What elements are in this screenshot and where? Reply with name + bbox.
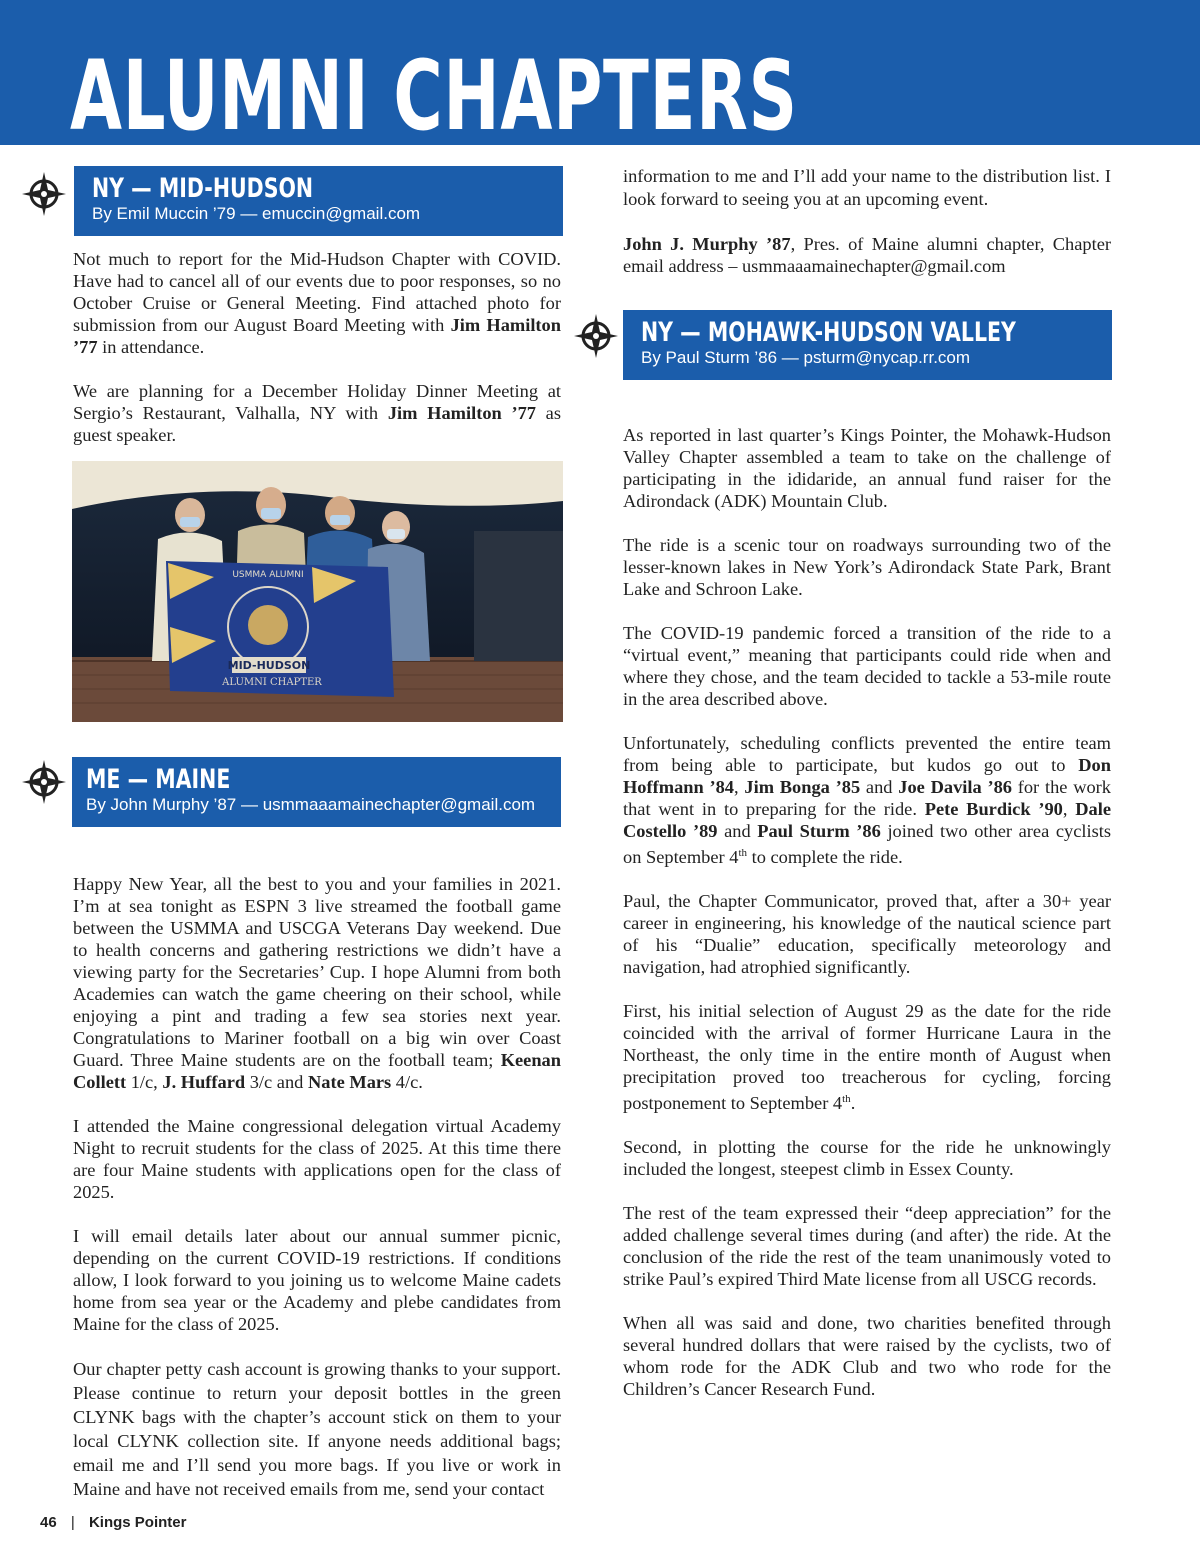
paragraph: The COVID-19 pandemic forced a transition of the ride to a “virtual event,” meaning that participants could ride when and where they chose, and the team decided to tackle a 53-mile route in the area described above. xyxy=(623,623,1111,709)
page-number: 46 xyxy=(40,1514,57,1531)
paragraph: Unfortunately, scheduling conflicts prevented the entire team from being able to participate, but kudos go out to Don Hoffmann ’84, Jim Bonga ’85 and Joe Davila ’86 for the work that went in to preparing for the ride. Pete Burdick ’90, Dale Costello ’89 and Paul Sturm ’86 joined two other area cyclists on September 4th to complete the ride. xyxy=(623,733,1112,868)
paragraph: When all was said and done, two charities benefited through several hundred dollars that were raised by the cyclists, two of whom rode for the ADK Club and two who rode for the Children’s Cancer Research Fund. xyxy=(623,1313,1111,1400)
compass-rose-icon xyxy=(572,312,620,360)
flag-subtitle: ALUMNI CHAPTER xyxy=(222,677,322,688)
paragraph: Not much to report for the Mid-Hudson Chapter with COVID. Have had to cancel all of our events due to poor responses, so no October Cruise or General Meeting. Find attached photo for submission from our August Board Meeting with Jim Hamilton ’77 in attendance. xyxy=(73,249,561,357)
paragraph: I will email details later about our annual summer picnic, depending on the current COVID-19 restrictions. If conditions allow, I look forward to you joining us to welcome Maine cadets home from sea year or the Academy and plebe candidates from Maine for the class of 2025. xyxy=(73,1226,561,1334)
flag-chapter-name: MID-HUDSON xyxy=(227,659,311,672)
article-mohawk-hudson xyxy=(623,424,1111,1400)
publication-name: Kings Pointer xyxy=(88,1514,187,1531)
section-byline: By John Murphy ’87 — usmmaaamainechapter@gmail.com xyxy=(86,795,536,814)
compass-rose-icon xyxy=(20,758,68,806)
paragraph: The rest of the team expressed their “deep appreciation” for the added challenge several times during (and after) the ride. At the conclusion of the ride the rest of the team unanimously voted to strike Paul’s expired Third Mate license from all USCG records. xyxy=(623,1203,1111,1290)
article-maine xyxy=(73,873,561,1501)
flag-arc-text: USMMA ALUMNI xyxy=(232,570,304,580)
chapter-photo xyxy=(72,461,563,722)
section-header-maine xyxy=(72,757,561,827)
paragraph: Paul, the Chapter Communicator, proved that, after a 30+ year career in engineering, his knowledge of the nautical science part of his “Dualie” education, specifically meteorology and navigation, had atrophied significantly. xyxy=(623,891,1111,978)
paragraph: The ride is a scenic tour on roadways surrounding two of the lesser-known lakes in New York’s Adirondack State Park, Brant Lake and Schroon Lake. xyxy=(623,535,1111,599)
paragraph: Second, in plotting the course for the ride he unknowingly included the longest, steepest climb in Essex County. xyxy=(623,1137,1111,1180)
section-byline: By Emil Muccin ’79 — emuccin@gmail.com xyxy=(92,204,421,223)
section-header-mid-hudson xyxy=(74,166,563,236)
section-title: NY — MID-HUDSON xyxy=(92,173,314,204)
compass-rose-icon xyxy=(20,170,68,218)
paragraph: Happy New Year, all the best to you and your families in 2021. I’m at sea tonight as ESPN 3 live streamed the football game between the USMMA and USCGA Veterans Day weekend. Due to health concerns and gathering restrictions we didn’t have a viewing party for the Secretaries’ Cup. I hope Alumni from both Academies can watch the game cheering on their school, while enjoying a pint and trading a few sea stories next year. Congratulations to Mariner football on a big win over Coast Guard. Three Maine students are on the football team; Keenan Collett 1/c, J. Huffard 3/c and Nate Mars 4/c. xyxy=(73,874,561,1092)
section-title: ME — MAINE xyxy=(86,764,231,795)
signature: John J. Murphy ’87, Pres. of Maine alumni chapter, Chapter email address – usmmaaamainechapter@gmail.com xyxy=(623,234,1111,276)
article-mid-hudson xyxy=(73,248,561,446)
section-byline: By Paul Sturm ’86 — psturm@nycap.rr.com xyxy=(641,348,971,367)
paragraph: As reported in last quarter’s Kings Pointer, the Mohawk-Hudson Valley Chapter assembled a team to take on the challenge of participating in the ididaride, an annual fund raiser for the Adirondack (ADK) Mountain Club. xyxy=(623,425,1111,511)
article-maine-continued xyxy=(623,165,1111,277)
paragraph: Our chapter petty cash account is growing thanks to your support. Please continue to return your deposit bottles in the green CLYNK bags with the chapter’s account stick on them to your local CLYNK collection site. If anyone needs additional bags; email me and I’ll send you more bags. If you live or work in Maine and have not received emails from me, send your contact xyxy=(73,1359,561,1499)
paragraph: We are planning for a December Holiday Dinner Meeting at Sergio’s Restaurant, Valhalla, NY with Jim Hamilton ’77 as guest speaker. xyxy=(73,381,561,445)
page-footer xyxy=(40,1514,186,1531)
section-title: NY — MOHAWK-HUDSON VALLEY xyxy=(641,317,1016,348)
footer-separator: | xyxy=(70,1514,75,1531)
paragraph: I attended the Maine congressional delegation virtual Academy Night to recruit students for the class of 2025. At this time there are four Maine students with applications open for the class of 2025. xyxy=(73,1116,561,1202)
paragraph: First, his initial selection of August 29 as the date for the ride coincided with the arrival of former Hurricane Laura in the Northeast, the only time in the entire month of August when precipitation proved too treacherous for cycling, forcing postponement to September 4th. xyxy=(623,1001,1111,1114)
page-title: ALUMNI CHAPTERS xyxy=(70,40,798,145)
section-header-mohawk-hudson xyxy=(623,310,1112,380)
paragraph: information to me and I’ll add your name to the distribution list. I look forward to seeing you at an upcoming event. xyxy=(623,166,1111,209)
title-banner xyxy=(0,0,1200,145)
